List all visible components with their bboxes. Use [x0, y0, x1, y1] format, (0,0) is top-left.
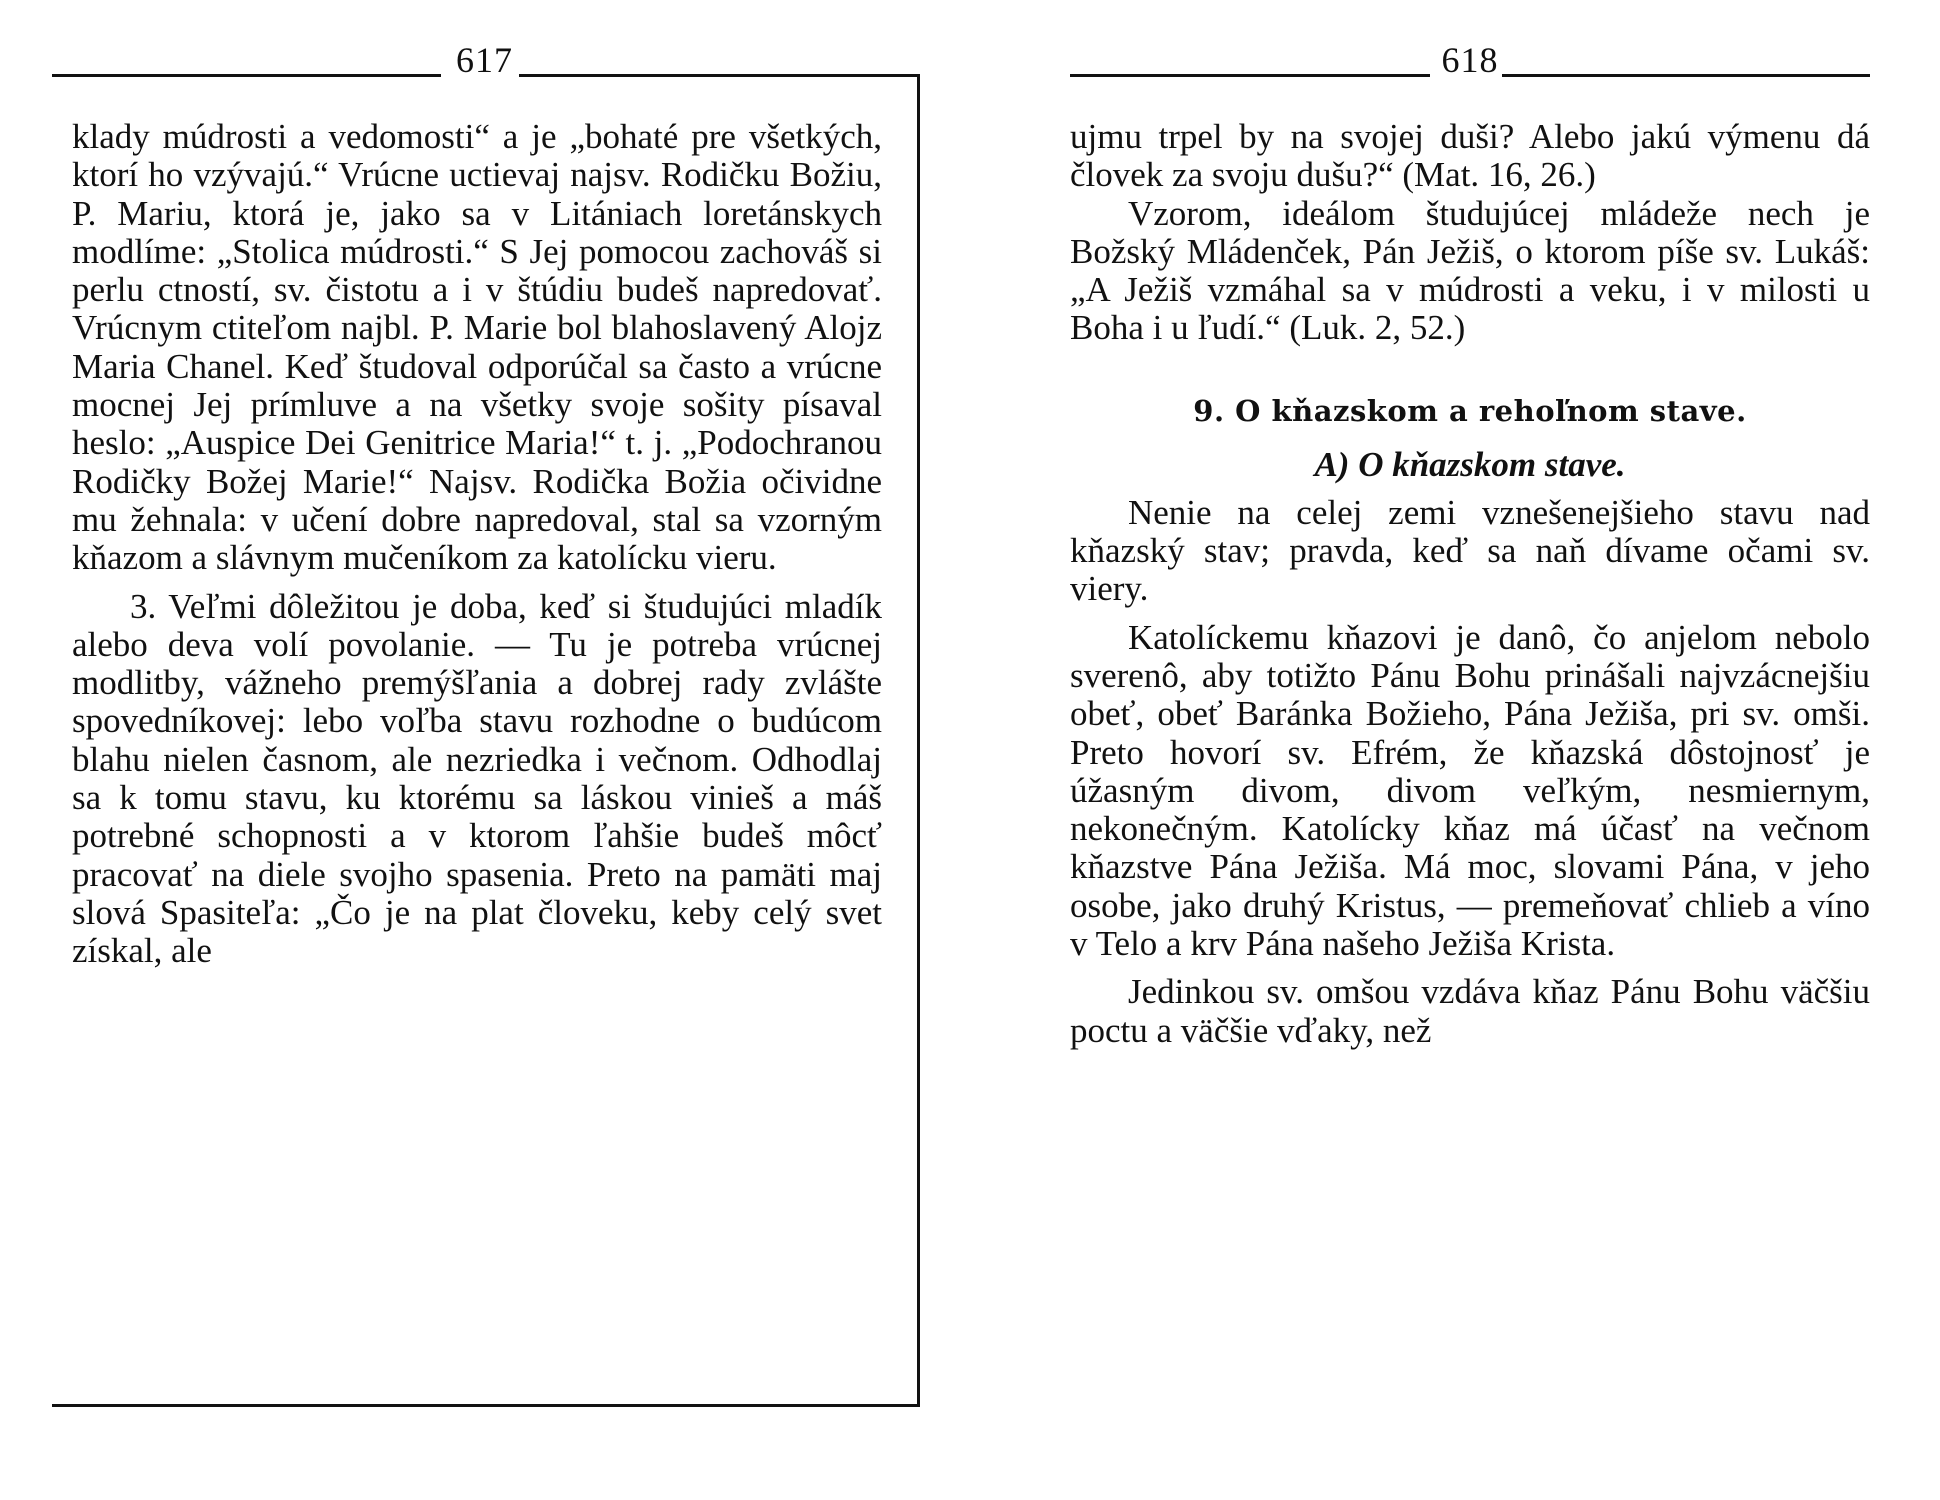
left-page-header [52, 38, 917, 78]
section-heading: 9. O kňazskom a rehoľnom stave. [1193, 393, 1747, 428]
right-page [1050, 0, 1940, 1500]
paragraph: Nenie na celej zemi vznešenejšieho stavu nad kňazský stav; pravda, keď sa naň dívame očami sv. viery. [1070, 492, 1870, 609]
sub-heading: A) O kňazskom stave. [1314, 444, 1626, 484]
header-rule [52, 74, 441, 77]
page-frame-bottom-rule [52, 1404, 920, 1407]
header-rule [1502, 74, 1870, 77]
header-rule [519, 74, 917, 77]
paragraph: Vzorom, ideálom študujúcej mládeže nech je Božský Mládenček, Pán Ježiš, o ktorom píše sv. Lukáš: „A Ježiš vzmáhal sa v múdrosti a veku, i v milosti u Boha i u ľudí.“ (Luk. 2, 52.) [1070, 193, 1870, 348]
header-rule [1070, 74, 1430, 77]
right-page-header [1070, 38, 1870, 78]
left-page [0, 0, 935, 1500]
page-number: 618 [1441, 40, 1499, 80]
paragraph: Katolíckemu kňazovi je danô, čo anjelom nebolo sverenô, aby totižto Pánu Bohu prinášali najvzácnejšiu obeť, obeť Baránka Božieho, Pána Ježiša, pri sv. omši. Preto hovorí sv. Efrém, že kňazská dôstojnosť je úžasným divom, divom veľkým, nesmiernym, nekonečným. Katolícky kňaz má účasť na večnom kňazstve Pána Ježiša. Má moc, slovami Pána, v jeho osobe, jako druhý Kristus, — premeňovať chlieb a víno v Telo a krv Pána našeho Ježiša Krista. [1070, 617, 1870, 964]
paragraph: ujmu trpel by na svojej duši? Alebo jakú výmenu dá človek za svoju dušu?“ (Mat. 16, 26.) [1070, 117, 1870, 195]
paragraph: klady múdrosti a vedomosti“ a je „bohaté pre všetkých, ktorí ho vzývajú.“ Vrúcne uctievaj najsv. Rodičku Božiu, P. Mariu, ktorá je, jako sa v Litániach loretánskych modlíme: „Stolica múdrosti.“ S Jej pomocou zachováš si perlu ctností, sv. čistotu a i v štúdiu budeš napredovať. Vrúcnym ctiteľom najbl. P. Marie bol blahoslavený Alojz Maria Chanel. Keď študoval odporúčal sa často a vrúcne mocnej Jej prímluve a na všetky svoje sošity písaval heslo: „Auspice Dei Genitrice Maria!“ t. j. „Podochranou Rodičky Božej Marie!“ Najsv. Rodička Božia očividne mu žehnala: v učení dobre napredoval, stal sa vzorným kňazom a slávnym mučeníkom za katolícku vieru. [72, 117, 882, 578]
right-page-body [1070, 118, 1870, 1050]
page-frame-right-rule [917, 74, 920, 1404]
page-number: 617 [456, 40, 513, 80]
left-page-body [72, 118, 882, 971]
paragraph: 3. Veľmi dôležitou je doba, keď si študujúci mladík alebo deva volí povolanie. — Tu je potreba vrúcnej modlitby, vážneho premýšľania a dobrej rady zvlášte spovedníkovej: lebo voľba stavu rozhodne o budúcom blahu nielen časnom, ale nezriedka i večnom. Odhodlaj sa k tomu stavu, ku ktorému sa láskou vinieš a máš potrebné schopnosti a v ktorom ľahšie budeš môcť pracovať na diele svojho spasenia. Preto na pamäti maj slová Spasiteľa: „Čo je na plat človeku, keby celý svet získal, ale [72, 586, 882, 971]
paragraph: Jedinkou sv. omšou vzdáva kňaz Pánu Bohu väčšiu poctu a väčšie vďaky, než [1070, 972, 1870, 1050]
